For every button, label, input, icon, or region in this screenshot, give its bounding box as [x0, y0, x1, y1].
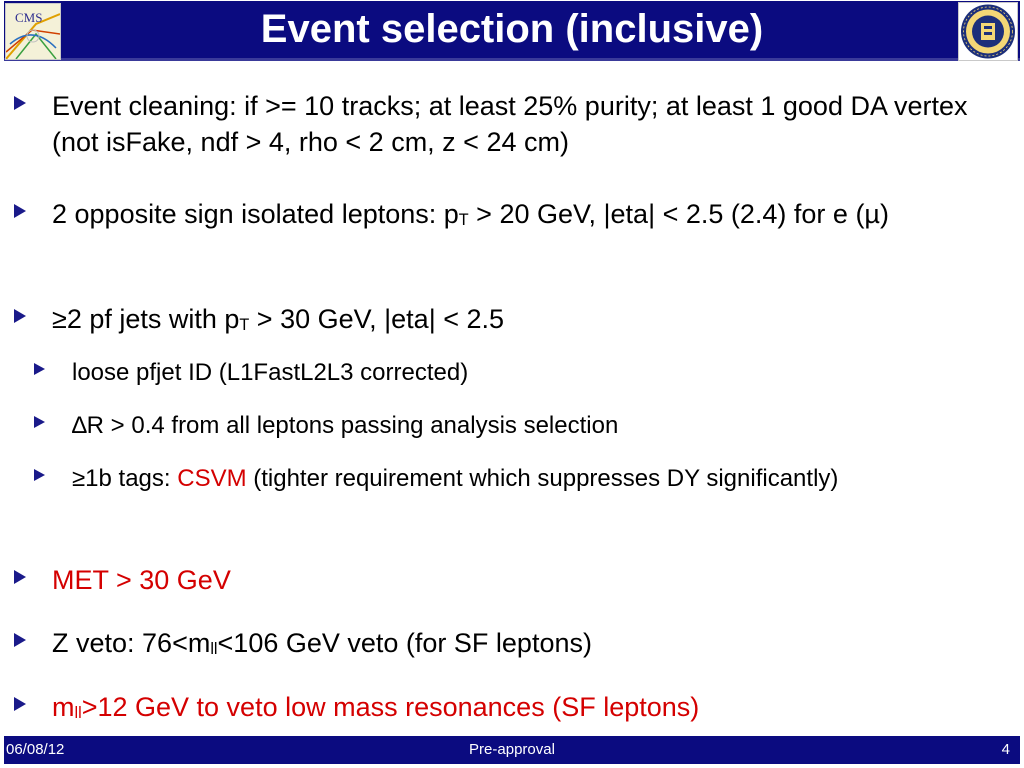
csvm-highlight: CSVM [177, 465, 247, 492]
subbullet-jet-id: loose pfjet ID (L1FastL2L3 corrected) [72, 355, 972, 391]
bullet-leptons: 2 opposite sign isolated leptons: $p_T > 20$ GeV, |eta| < 2.5 (2.4) for e (µ) [52, 196, 982, 238]
slide-footer [0, 736, 1024, 768]
bullet-marker-icon [14, 204, 26, 218]
bullet-marker-icon [14, 309, 26, 323]
svg-text:CMS: CMS [15, 10, 43, 25]
bullet-met: MET > 30 GeV [52, 562, 982, 598]
bullet-marker-icon [14, 96, 26, 110]
bullet-marker-icon [34, 363, 45, 375]
subbullet-btags: ≥1b tags: CSVM (tighter requirement which suppresses DY significantly) [72, 461, 972, 497]
page-number: 4 [1001, 741, 1010, 758]
footer-date: 06/08/12 [6, 741, 65, 758]
footer-title: Pre-approval [469, 741, 555, 758]
bullet-mll-cut: $m_{ll}>12$ GeV to veto low mass resonances (SF leptons) [52, 689, 982, 731]
bullet-marker-icon [34, 469, 45, 481]
bullet-jets: ≥2 pf jets with $p_T > 30$ GeV, |eta| < 2.5 [52, 301, 982, 343]
bullet-marker-icon [34, 416, 45, 428]
bullet-z-veto: Z veto: $76<m_{ll}<106$ GeV veto (for SF leptons) [52, 625, 982, 667]
subbullet-delta-r: ∆R > 0.4 from all leptons passing analysis selection [72, 408, 972, 444]
bullet-event-cleaning: Event cleaning: if >= 10 tracks; at least 25% purity; at least 1 good DA vertex (not isFake, ndf > 4, rho < 2 cm, z < 24 cm) [52, 88, 982, 160]
bullet-marker-icon [14, 570, 26, 584]
footer-bar [4, 736, 1020, 764]
slide-title: Event selection (inclusive) [260, 7, 764, 51]
bullet-marker-icon [14, 697, 26, 711]
bullet-marker-icon [14, 633, 26, 647]
